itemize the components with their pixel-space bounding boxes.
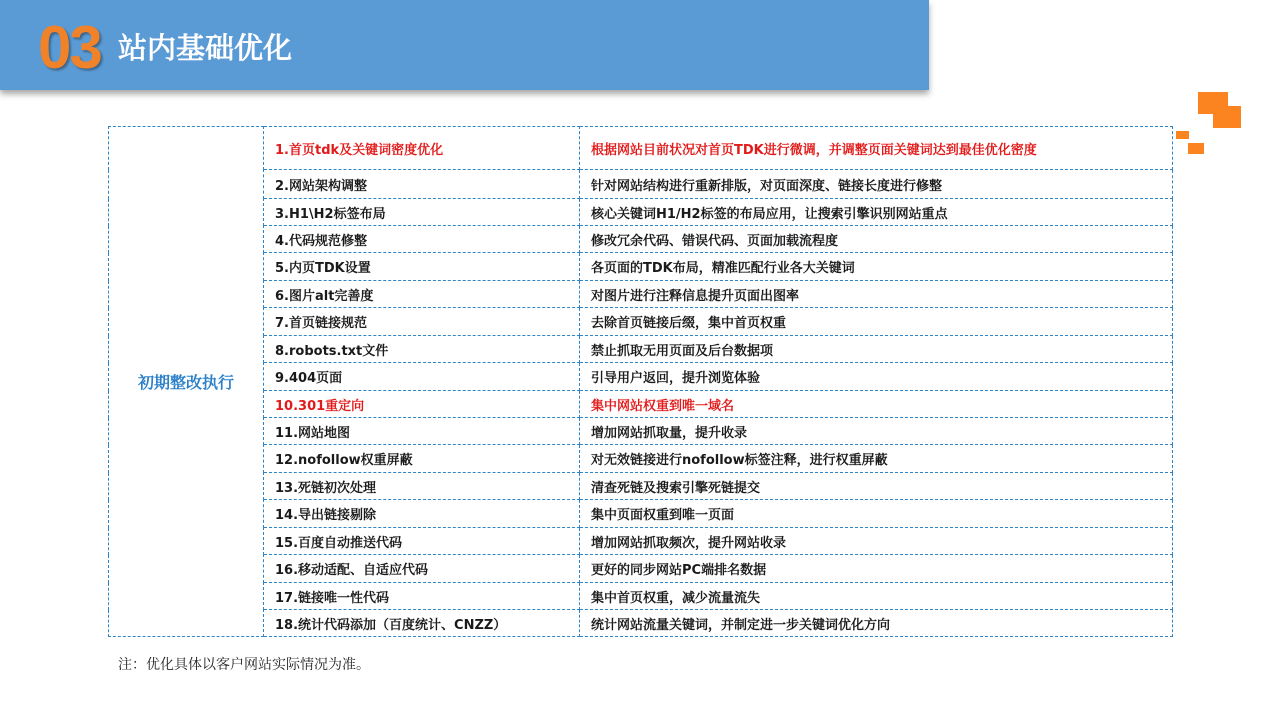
description-cell: 集中页面权重到唯一页面	[580, 500, 1173, 528]
description-cell: 对图片进行注释信息提升页面出图率	[580, 281, 1173, 308]
table-row	[109, 528, 1173, 555]
item-cell: 13.死链初次处理	[264, 473, 580, 500]
description-cell: 集中网站权重到唯一域名	[580, 391, 1173, 418]
table-row	[109, 500, 1173, 528]
description-cell: 集中首页权重，减少流量流失	[580, 583, 1173, 610]
item-cell: 18.统计代码添加（百度统计、CNZZ）	[264, 610, 580, 637]
table-row	[109, 473, 1173, 500]
description-cell: 清查死链及搜索引擎死链提交	[580, 473, 1173, 500]
table-row	[109, 445, 1173, 473]
item-cell: 14.导出链接剔除	[264, 500, 580, 528]
table-row	[109, 336, 1173, 363]
orange-square-decoration	[1188, 143, 1204, 154]
item-cell: 6.图片alt完善度	[264, 281, 580, 308]
description-cell: 修改冗余代码、错误代码、页面加载流程度	[580, 226, 1173, 253]
description-cell: 禁止抓取无用页面及后台数据项	[580, 336, 1173, 363]
table-row	[109, 418, 1173, 445]
item-cell: 5.内页TDK设置	[264, 253, 580, 281]
description-cell: 对无效链接进行nofollow标签注释，进行权重屏蔽	[580, 445, 1173, 473]
description-cell: 各页面的TDK布局，精准匹配行业各大关键词	[580, 253, 1173, 281]
orange-square-decoration	[1176, 131, 1189, 139]
header-band	[0, 0, 929, 90]
description-cell: 统计网站流量关键词，并制定进一步关键词优化方向	[580, 610, 1173, 637]
table-row	[109, 555, 1173, 583]
optimization-table-body	[109, 127, 1173, 637]
table-row	[109, 610, 1173, 637]
table-row	[109, 199, 1173, 226]
item-cell: 15.百度自动推送代码	[264, 528, 580, 555]
table-row	[109, 281, 1173, 308]
phase-label: 初期整改执行	[109, 127, 264, 637]
footnote: 注：优化具体以客户网站实际情况为准。	[118, 657, 370, 673]
table-row	[109, 583, 1173, 610]
item-cell: 12.nofollow权重屏蔽	[264, 445, 580, 473]
section-number: 03	[38, 14, 101, 81]
description-cell: 根据网站目前状况对首页TDK进行微调，并调整页面关键词达到最佳优化密度	[580, 127, 1173, 170]
table-row	[109, 363, 1173, 391]
table-row	[109, 253, 1173, 281]
item-cell: 7.首页链接规范	[264, 308, 580, 336]
description-cell: 核心关键词H1/H2标签的布局应用，让搜索引擎识别网站重点	[580, 199, 1173, 226]
table-row	[109, 308, 1173, 336]
table-row	[109, 226, 1173, 253]
table-row	[109, 170, 1173, 199]
description-cell: 增加网站抓取频次，提升网站收录	[580, 528, 1173, 555]
item-cell: 1.首页tdk及关键词密度优化	[264, 127, 580, 170]
orange-square-decoration	[1213, 106, 1241, 128]
description-cell: 去除首页链接后缀，集中首页权重	[580, 308, 1173, 336]
item-cell: 4.代码规范修整	[264, 226, 580, 253]
item-cell: 10.301重定向	[264, 391, 580, 418]
description-cell: 针对网站结构进行重新排版，对页面深度、链接长度进行修整	[580, 170, 1173, 199]
item-cell: 16.移动适配、自适应代码	[264, 555, 580, 583]
item-cell: 2.网站架构调整	[264, 170, 580, 199]
table-row	[109, 127, 1173, 170]
item-cell: 9.404页面	[264, 363, 580, 391]
item-cell: 17.链接唯一性代码	[264, 583, 580, 610]
item-cell: 11.网站地图	[264, 418, 580, 445]
description-cell: 引导用户返回，提升浏览体验	[580, 363, 1173, 391]
optimization-table	[108, 126, 1173, 637]
description-cell: 更好的同步网站PC端排名数据	[580, 555, 1173, 583]
item-cell: 3.H1\H2标签布局	[264, 199, 580, 226]
table-row	[109, 391, 1173, 418]
item-cell: 8.robots.txt文件	[264, 336, 580, 363]
description-cell: 增加网站抓取量，提升收录	[580, 418, 1173, 445]
page-title: 站内基础优化	[118, 31, 293, 65]
